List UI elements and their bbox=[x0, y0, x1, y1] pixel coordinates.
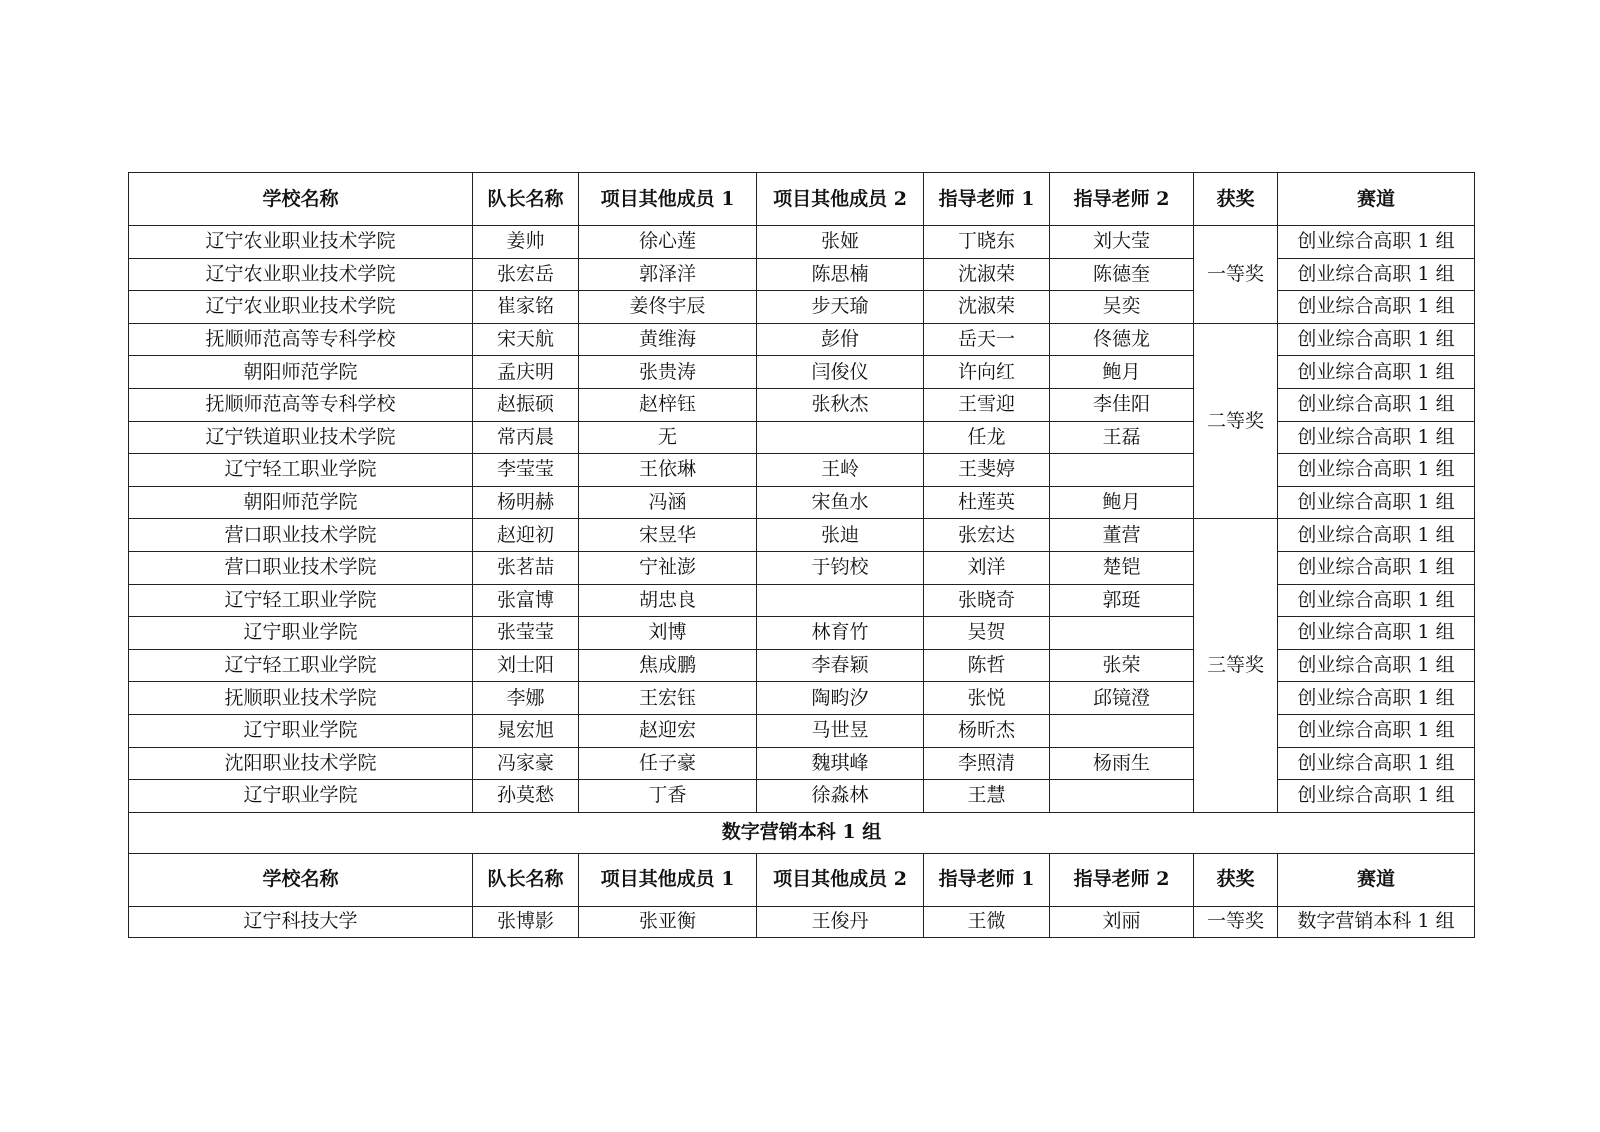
header-captain: 队长名称 bbox=[473, 173, 579, 226]
cell-teacher2: 王磊 bbox=[1050, 421, 1194, 454]
cell-captain: 晁宏旭 bbox=[473, 714, 579, 747]
cell-member1: 徐心莲 bbox=[579, 226, 757, 259]
award-table bbox=[128, 172, 1475, 938]
cell-captain: 张宏岳 bbox=[473, 258, 579, 291]
cell-award: 一等奖 bbox=[1194, 226, 1278, 324]
cell-teacher2: 杨雨生 bbox=[1050, 747, 1194, 780]
cell-school: 辽宁科技大学 bbox=[129, 906, 473, 937]
cell-member2: 张秋杰 bbox=[757, 388, 924, 421]
cell-teacher1: 李照清 bbox=[924, 747, 1050, 780]
cell-teacher2: 董营 bbox=[1050, 519, 1194, 552]
cell-teacher1: 王微 bbox=[924, 906, 1050, 937]
cell-school: 沈阳职业技术学院 bbox=[129, 747, 473, 780]
header-teacher2: 指导老师 2 bbox=[1050, 853, 1194, 906]
cell-school: 辽宁轻工职业学院 bbox=[129, 584, 473, 617]
cell-teacher2: 刘大莹 bbox=[1050, 226, 1194, 259]
cell-member2: 陶畇汐 bbox=[757, 682, 924, 715]
cell-school: 营口职业技术学院 bbox=[129, 519, 473, 552]
cell-school: 辽宁职业学院 bbox=[129, 714, 473, 747]
header-teacher1: 指导老师 1 bbox=[924, 853, 1050, 906]
cell-teacher1: 陈哲 bbox=[924, 649, 1050, 682]
header-school: 学校名称 bbox=[129, 853, 473, 906]
cell-school: 辽宁农业职业技术学院 bbox=[129, 258, 473, 291]
cell-teacher2 bbox=[1050, 454, 1194, 487]
group2-section bbox=[129, 812, 1475, 937]
cell-school: 抚顺职业技术学院 bbox=[129, 682, 473, 715]
cell-teacher2: 刘丽 bbox=[1050, 906, 1194, 937]
cell-track: 创业综合高职 1 组 bbox=[1278, 291, 1475, 324]
cell-teacher2: 吴奕 bbox=[1050, 291, 1194, 324]
cell-track: 创业综合高职 1 组 bbox=[1278, 584, 1475, 617]
cell-member1: 刘博 bbox=[579, 617, 757, 650]
section-title-row bbox=[129, 812, 1475, 853]
cell-teacher2: 鲍月 bbox=[1050, 356, 1194, 389]
cell-teacher2 bbox=[1050, 617, 1194, 650]
cell-teacher1: 许向红 bbox=[924, 356, 1050, 389]
cell-track: 创业综合高职 1 组 bbox=[1278, 780, 1475, 813]
cell-member2 bbox=[757, 421, 924, 454]
header-row-2 bbox=[129, 853, 1475, 906]
cell-teacher1: 任龙 bbox=[924, 421, 1050, 454]
cell-captain: 赵迎初 bbox=[473, 519, 579, 552]
cell-track: 数字营销本科 1 组 bbox=[1278, 906, 1475, 937]
cell-captain: 宋天航 bbox=[473, 323, 579, 356]
cell-teacher1: 沈淑荣 bbox=[924, 258, 1050, 291]
table-row bbox=[129, 323, 1475, 356]
cell-teacher1: 刘洋 bbox=[924, 551, 1050, 584]
header-track: 赛道 bbox=[1278, 853, 1475, 906]
cell-teacher1: 王雪迎 bbox=[924, 388, 1050, 421]
section-title: 数字营销本科 1 组 bbox=[129, 812, 1475, 853]
cell-captain: 姜帅 bbox=[473, 226, 579, 259]
cell-member2: 王岭 bbox=[757, 454, 924, 487]
cell-award: 三等奖 bbox=[1194, 519, 1278, 812]
cell-member1: 王依琳 bbox=[579, 454, 757, 487]
cell-captain: 赵振硕 bbox=[473, 388, 579, 421]
cell-school: 抚顺师范高等专科学校 bbox=[129, 388, 473, 421]
cell-teacher1: 沈淑荣 bbox=[924, 291, 1050, 324]
table-row bbox=[129, 906, 1475, 937]
cell-teacher1: 吴贺 bbox=[924, 617, 1050, 650]
cell-award: 一等奖 bbox=[1194, 906, 1278, 937]
cell-teacher2 bbox=[1050, 780, 1194, 813]
cell-member2: 李春颖 bbox=[757, 649, 924, 682]
header-teacher1: 指导老师 1 bbox=[924, 173, 1050, 226]
cell-track: 创业综合高职 1 组 bbox=[1278, 714, 1475, 747]
cell-teacher2: 佟德龙 bbox=[1050, 323, 1194, 356]
cell-teacher2: 郭珽 bbox=[1050, 584, 1194, 617]
cell-school: 辽宁铁道职业技术学院 bbox=[129, 421, 473, 454]
cell-member1: 王宏钰 bbox=[579, 682, 757, 715]
table-row bbox=[129, 226, 1475, 259]
cell-captain: 刘士阳 bbox=[473, 649, 579, 682]
cell-teacher2: 李佳阳 bbox=[1050, 388, 1194, 421]
cell-member2: 宋鱼水 bbox=[757, 486, 924, 519]
header-member2: 项目其他成员 2 bbox=[757, 853, 924, 906]
cell-school: 辽宁职业学院 bbox=[129, 617, 473, 650]
cell-teacher2: 鲍月 bbox=[1050, 486, 1194, 519]
cell-member2: 林育竹 bbox=[757, 617, 924, 650]
header-row bbox=[129, 173, 1475, 226]
cell-school: 辽宁农业职业技术学院 bbox=[129, 226, 473, 259]
cell-captain: 张博影 bbox=[473, 906, 579, 937]
cell-member2: 徐淼林 bbox=[757, 780, 924, 813]
cell-member1: 焦成鹏 bbox=[579, 649, 757, 682]
cell-captain: 孟庆明 bbox=[473, 356, 579, 389]
header-track: 赛道 bbox=[1278, 173, 1475, 226]
cell-member1: 赵梓钰 bbox=[579, 388, 757, 421]
cell-teacher1: 张悦 bbox=[924, 682, 1050, 715]
cell-captain: 冯家豪 bbox=[473, 747, 579, 780]
cell-member2: 陈思楠 bbox=[757, 258, 924, 291]
cell-member1: 黄维海 bbox=[579, 323, 757, 356]
header-award: 获奖 bbox=[1194, 853, 1278, 906]
cell-teacher1: 张晓奇 bbox=[924, 584, 1050, 617]
header-captain: 队长名称 bbox=[473, 853, 579, 906]
cell-member1: 宁祉澎 bbox=[579, 551, 757, 584]
cell-member2: 张迪 bbox=[757, 519, 924, 552]
cell-teacher2: 张荣 bbox=[1050, 649, 1194, 682]
cell-school: 辽宁轻工职业学院 bbox=[129, 649, 473, 682]
table-row bbox=[129, 519, 1475, 552]
group1-body bbox=[129, 226, 1475, 813]
cell-school: 营口职业技术学院 bbox=[129, 551, 473, 584]
cell-track: 创业综合高职 1 组 bbox=[1278, 649, 1475, 682]
cell-award: 二等奖 bbox=[1194, 323, 1278, 519]
cell-member1: 赵迎宏 bbox=[579, 714, 757, 747]
cell-captain: 常丙晨 bbox=[473, 421, 579, 454]
cell-member1: 张贵涛 bbox=[579, 356, 757, 389]
cell-track: 创业综合高职 1 组 bbox=[1278, 454, 1475, 487]
cell-member1: 宋昱华 bbox=[579, 519, 757, 552]
cell-member2: 彭佾 bbox=[757, 323, 924, 356]
cell-member2: 步天瑜 bbox=[757, 291, 924, 324]
cell-captain: 崔家铭 bbox=[473, 291, 579, 324]
cell-teacher1: 王斐婷 bbox=[924, 454, 1050, 487]
cell-track: 创业综合高职 1 组 bbox=[1278, 323, 1475, 356]
cell-track: 创业综合高职 1 组 bbox=[1278, 747, 1475, 780]
cell-member2 bbox=[757, 584, 924, 617]
award-table-container bbox=[128, 172, 1474, 938]
header-award: 获奖 bbox=[1194, 173, 1278, 226]
header-member1: 项目其他成员 1 bbox=[579, 853, 757, 906]
header-member2: 项目其他成员 2 bbox=[757, 173, 924, 226]
cell-track: 创业综合高职 1 组 bbox=[1278, 617, 1475, 650]
cell-school: 朝阳师范学院 bbox=[129, 486, 473, 519]
cell-captain: 张富博 bbox=[473, 584, 579, 617]
cell-captain: 张茗喆 bbox=[473, 551, 579, 584]
cell-track: 创业综合高职 1 组 bbox=[1278, 682, 1475, 715]
cell-captain: 杨明赫 bbox=[473, 486, 579, 519]
cell-track: 创业综合高职 1 组 bbox=[1278, 486, 1475, 519]
cell-member1: 任子豪 bbox=[579, 747, 757, 780]
cell-member2: 马世昱 bbox=[757, 714, 924, 747]
cell-captain: 李娜 bbox=[473, 682, 579, 715]
cell-captain: 张莹莹 bbox=[473, 617, 579, 650]
cell-track: 创业综合高职 1 组 bbox=[1278, 388, 1475, 421]
cell-track: 创业综合高职 1 组 bbox=[1278, 226, 1475, 259]
cell-teacher1: 丁晓东 bbox=[924, 226, 1050, 259]
cell-track: 创业综合高职 1 组 bbox=[1278, 356, 1475, 389]
cell-member2: 张娅 bbox=[757, 226, 924, 259]
cell-teacher1: 岳天一 bbox=[924, 323, 1050, 356]
cell-track: 创业综合高职 1 组 bbox=[1278, 258, 1475, 291]
cell-track: 创业综合高职 1 组 bbox=[1278, 519, 1475, 552]
cell-member2: 于钧校 bbox=[757, 551, 924, 584]
cell-teacher1: 杜莲英 bbox=[924, 486, 1050, 519]
cell-member1: 丁香 bbox=[579, 780, 757, 813]
cell-teacher2 bbox=[1050, 714, 1194, 747]
cell-teacher1: 张宏达 bbox=[924, 519, 1050, 552]
cell-school: 辽宁职业学院 bbox=[129, 780, 473, 813]
cell-member1: 冯涵 bbox=[579, 486, 757, 519]
cell-track: 创业综合高职 1 组 bbox=[1278, 421, 1475, 454]
header-school: 学校名称 bbox=[129, 173, 473, 226]
cell-teacher2: 陈德奎 bbox=[1050, 258, 1194, 291]
header-member1: 项目其他成员 1 bbox=[579, 173, 757, 226]
cell-member2: 魏琪峰 bbox=[757, 747, 924, 780]
cell-teacher2: 邱镜澄 bbox=[1050, 682, 1194, 715]
cell-teacher1: 杨昕杰 bbox=[924, 714, 1050, 747]
cell-member1: 胡忠良 bbox=[579, 584, 757, 617]
cell-member1: 无 bbox=[579, 421, 757, 454]
cell-track: 创业综合高职 1 组 bbox=[1278, 551, 1475, 584]
cell-captain: 孙莫愁 bbox=[473, 780, 579, 813]
cell-teacher1: 王慧 bbox=[924, 780, 1050, 813]
cell-member1: 姜佟宇辰 bbox=[579, 291, 757, 324]
cell-teacher2: 楚铠 bbox=[1050, 551, 1194, 584]
cell-member1: 张亚衡 bbox=[579, 906, 757, 937]
cell-member2: 闫俊仪 bbox=[757, 356, 924, 389]
cell-school: 抚顺师范高等专科学校 bbox=[129, 323, 473, 356]
cell-school: 朝阳师范学院 bbox=[129, 356, 473, 389]
cell-captain: 李莹莹 bbox=[473, 454, 579, 487]
header-teacher2: 指导老师 2 bbox=[1050, 173, 1194, 226]
cell-member1: 郭泽洋 bbox=[579, 258, 757, 291]
cell-school: 辽宁农业职业技术学院 bbox=[129, 291, 473, 324]
cell-school: 辽宁轻工职业学院 bbox=[129, 454, 473, 487]
cell-member2: 王俊丹 bbox=[757, 906, 924, 937]
